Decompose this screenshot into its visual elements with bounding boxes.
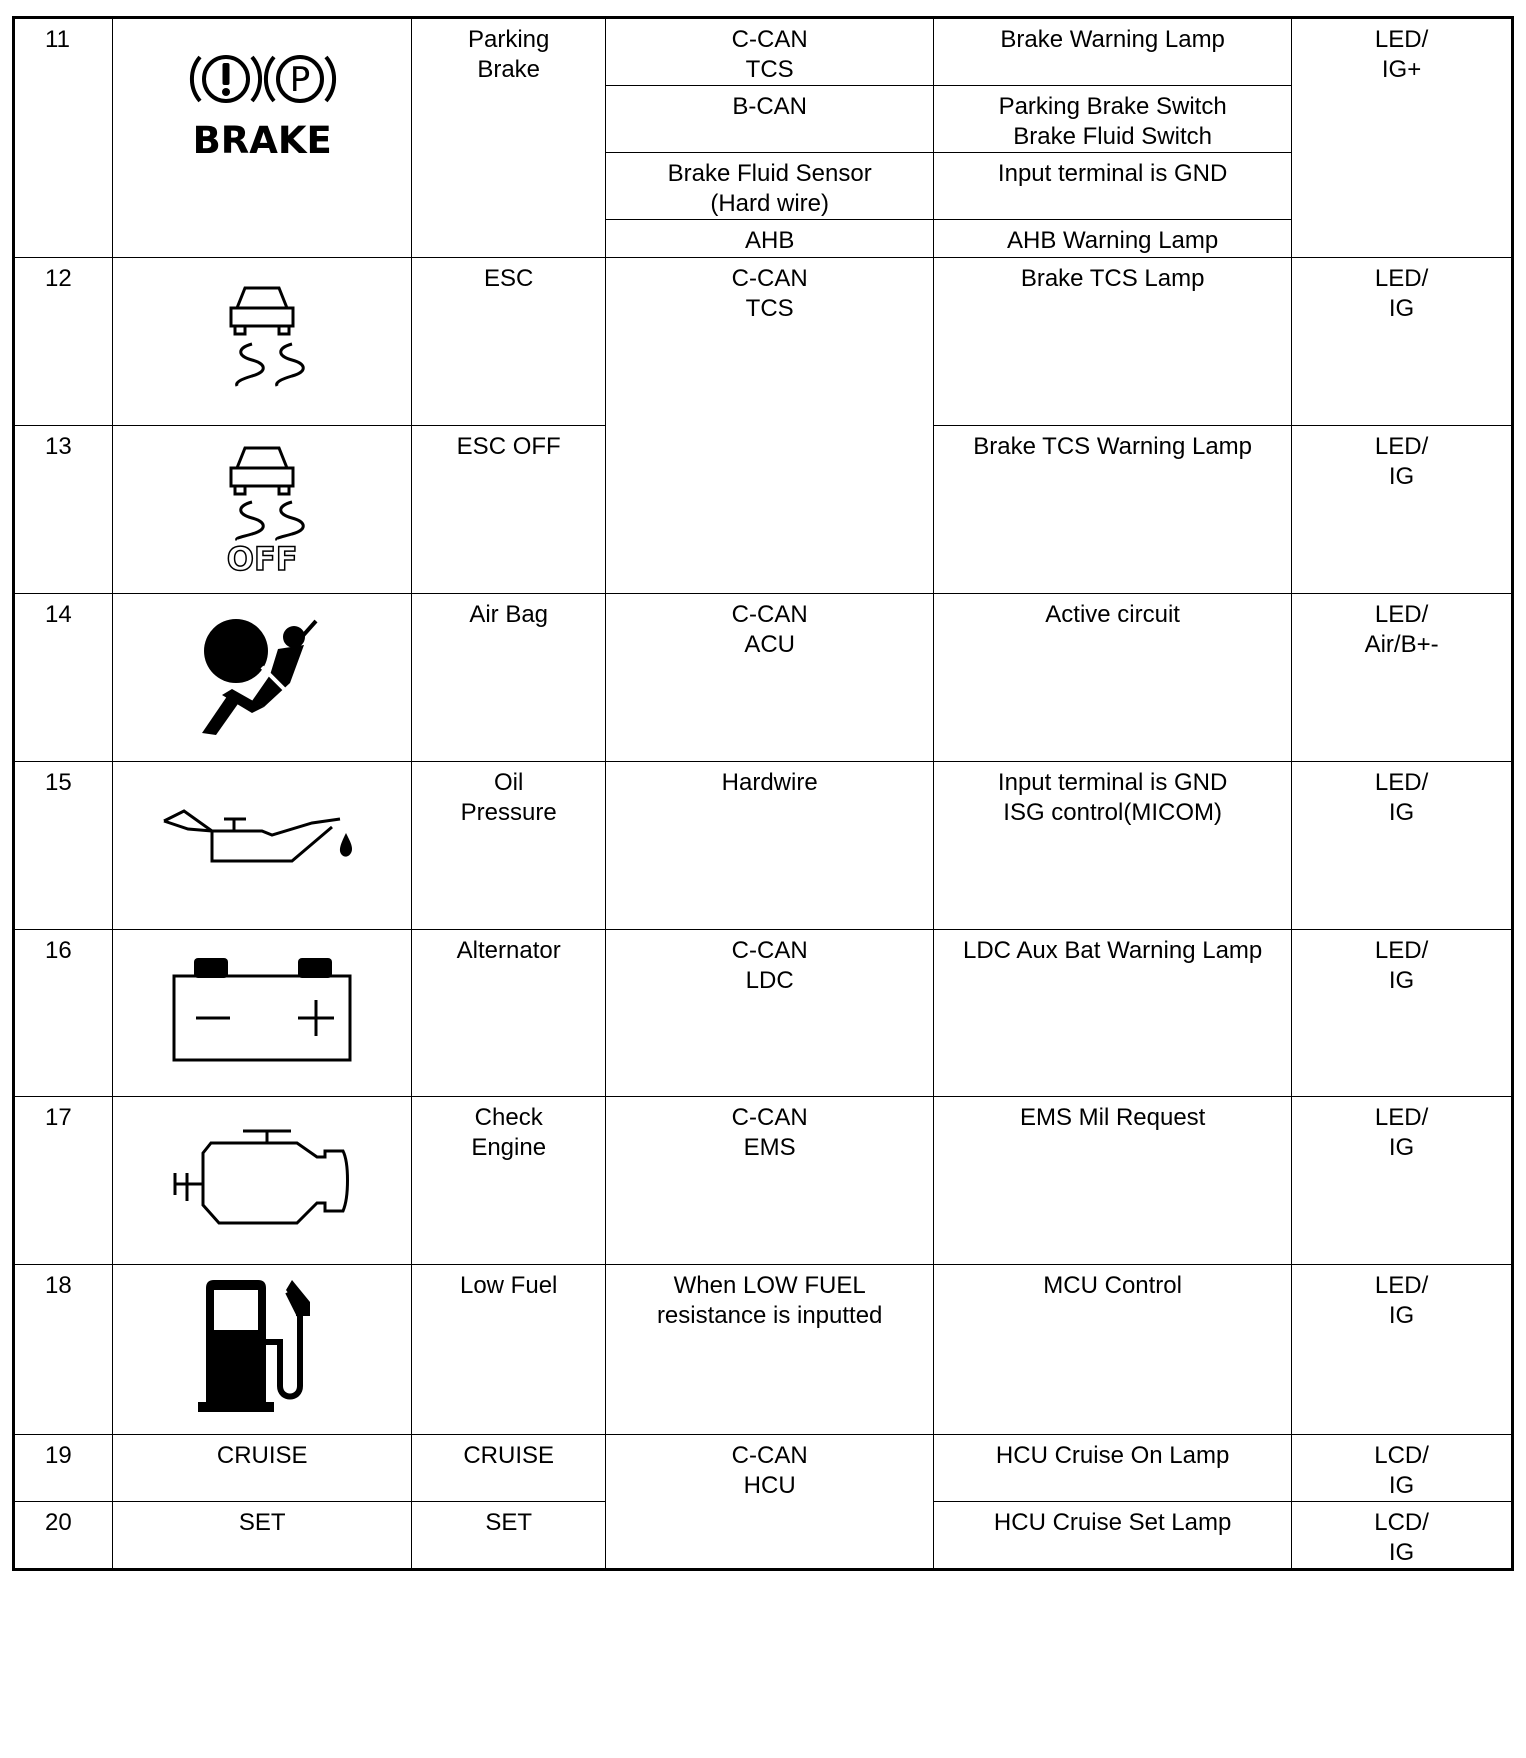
description: Brake TCS Warning Lamp <box>934 426 1292 594</box>
row-number: 14 <box>14 594 113 762</box>
row-number: 12 <box>14 258 113 426</box>
lamp-name: Parking Brake <box>412 18 606 258</box>
fuel-pump-icon <box>192 1276 332 1416</box>
table-row <box>14 930 1513 1097</box>
warning-lamp-table <box>12 16 1514 1571</box>
signal-source: C-CAN LDC <box>606 930 934 1097</box>
description: Active circuit <box>934 594 1292 762</box>
table-row <box>14 1097 1513 1265</box>
signal-source: When LOW FUEL resistance is inputted <box>606 1265 934 1435</box>
lamp-type: LED/ Air/B+- <box>1292 594 1513 762</box>
brake-warning-icon <box>182 45 342 113</box>
row-number: 19 <box>14 1435 113 1502</box>
lamp-name: Oil Pressure <box>412 762 606 930</box>
row-number: 17 <box>14 1097 113 1265</box>
check-engine-icon <box>167 1127 357 1227</box>
esc-off-icon-text: OFF <box>226 539 298 578</box>
row-number: 16 <box>14 930 113 1097</box>
lamp-name: SET <box>412 1502 606 1570</box>
brake-icon-text: BRAKE <box>192 119 332 162</box>
table-row <box>14 258 1513 426</box>
lamp-name: CRUISE <box>412 1435 606 1502</box>
svg-text:P: P <box>289 60 311 100</box>
lamp-type: LED/ IG <box>1292 762 1513 930</box>
table-row <box>14 762 1513 930</box>
lamp-name: Check Engine <box>412 1097 606 1265</box>
description: AHB Warning Lamp <box>934 220 1292 258</box>
lamp-type: LED/ IG <box>1292 1265 1513 1435</box>
table-row <box>14 18 1513 86</box>
description: EMS Mil Request <box>934 1097 1292 1265</box>
signal-source: C-CAN TCS <box>606 18 934 86</box>
icon-cell <box>113 18 412 258</box>
lamp-type: LED/ IG <box>1292 258 1513 426</box>
lamp-type: LED/ IG <box>1292 930 1513 1097</box>
row-number: 13 <box>14 426 113 594</box>
icon-cell <box>113 258 412 426</box>
table-row <box>14 1265 1513 1435</box>
lamp-type: LED/ IG <box>1292 426 1513 594</box>
description: Brake TCS Lamp <box>934 258 1292 426</box>
signal-source: Brake Fluid Sensor (Hard wire) <box>606 153 934 220</box>
signal-source: C-CAN ACU <box>606 594 934 762</box>
description: HCU Cruise On Lamp <box>934 1435 1292 1502</box>
lamp-name: Low Fuel <box>412 1265 606 1435</box>
lamp-name: ESC OFF <box>412 426 606 594</box>
icon-cell <box>113 594 412 762</box>
lamp-type: LCD/ IG <box>1292 1502 1513 1570</box>
icon-label: SET <box>113 1502 412 1570</box>
row-number: 20 <box>14 1502 113 1570</box>
icon-cell <box>113 1097 412 1265</box>
icon-cell <box>113 762 412 930</box>
description: Brake Warning Lamp <box>934 18 1292 86</box>
signal-source: C-CAN EMS <box>606 1097 934 1265</box>
esc-off-icon <box>197 440 327 550</box>
signal-source: Hardwire <box>606 762 934 930</box>
esc-icon <box>197 278 327 398</box>
table-row <box>14 1435 1513 1502</box>
description: Parking Brake Switch Brake Fluid Switch <box>934 86 1292 153</box>
row-number: 11 <box>14 18 113 258</box>
description: Input terminal is GND ISG control(MICOM) <box>934 762 1292 930</box>
battery-icon <box>172 954 352 1064</box>
icon-label: CRUISE <box>113 1435 412 1502</box>
table-row <box>14 594 1513 762</box>
lamp-name: Alternator <box>412 930 606 1097</box>
lamp-type: LCD/ IG <box>1292 1435 1513 1502</box>
lamp-type: LED/ IG <box>1292 1097 1513 1265</box>
oil-pressure-icon <box>162 807 362 877</box>
airbag-icon <box>192 609 332 739</box>
signal-source: C-CAN TCS <box>606 258 934 594</box>
description: LDC Aux Bat Warning Lamp <box>934 930 1292 1097</box>
row-number: 18 <box>14 1265 113 1435</box>
signal-source: AHB <box>606 220 934 258</box>
description: HCU Cruise Set Lamp <box>934 1502 1292 1570</box>
icon-cell <box>113 1265 412 1435</box>
icon-cell <box>113 426 412 594</box>
description: Input terminal is GND <box>934 153 1292 220</box>
lamp-name: ESC <box>412 258 606 426</box>
lamp-name: Air Bag <box>412 594 606 762</box>
icon-cell <box>113 930 412 1097</box>
row-number: 15 <box>14 762 113 930</box>
description: MCU Control <box>934 1265 1292 1435</box>
lamp-type: LED/ IG+ <box>1292 18 1513 258</box>
signal-source: C-CAN HCU <box>606 1435 934 1570</box>
signal-source: B-CAN <box>606 86 934 153</box>
